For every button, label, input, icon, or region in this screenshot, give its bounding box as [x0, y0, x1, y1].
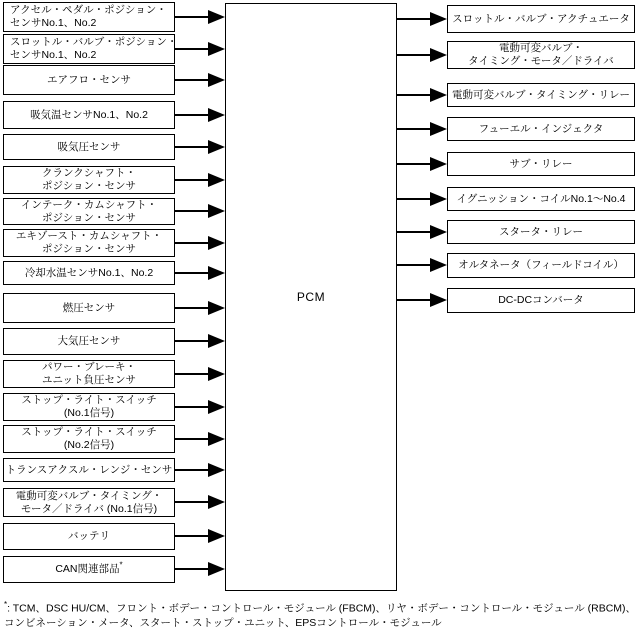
flow-arrow [175, 340, 208, 342]
input-box-label: (No.2信号) [63, 439, 115, 451]
output-box [447, 288, 635, 313]
input-box [3, 393, 175, 421]
input-box-label: エアフロ・センサ [47, 73, 131, 86]
footnote [4, 598, 636, 631]
input-box [3, 488, 175, 517]
output-box-label: イグニッション・コイルNo.1～No.4 [456, 192, 626, 205]
input-box [3, 166, 175, 194]
input-box [3, 360, 175, 388]
input-box-label: ストップ・ライト・スイッチ [21, 426, 157, 438]
flow-arrow [397, 299, 430, 301]
footnote-line: コンビネーション・メータ、スタート・ストップ・ユニット、EPSコントロール・モジュール [4, 617, 442, 629]
flow-arrow [175, 501, 208, 503]
input-box [3, 2, 175, 32]
footnote-marker: * [4, 600, 8, 609]
flow-arrow [175, 242, 208, 244]
input-box [3, 458, 175, 482]
input-box-label: スロットル・バルブ・ポジション・ [10, 36, 178, 48]
output-box-label: オルタネータ（フィールドコイル） [458, 259, 624, 271]
input-box [3, 198, 175, 225]
footnote-line [4, 598, 636, 616]
flow-arrow [175, 373, 208, 375]
output-box-label: スロットル・バルブ・アクチュエータ [452, 12, 630, 25]
flow-arrow [175, 210, 208, 212]
output-box-label: 電動可変バルブ・タイミング・リレー [451, 88, 631, 101]
input-box-label: 大気圧センサ [57, 335, 121, 347]
output-box [447, 187, 635, 211]
input-box-label: ストップ・ライト・スイッチ [21, 394, 157, 406]
flow-arrow [397, 18, 430, 20]
input-box-label: エキゾースト・カムシャフト・ [15, 230, 163, 242]
input-box-label: 吸気圧センサ [57, 140, 121, 153]
output-box [447, 253, 635, 278]
flow-arrow [175, 535, 208, 537]
flow-arrow [397, 198, 430, 200]
footnote-marker: * [119, 560, 123, 570]
input-box-label: センサNo.1、No.2 [10, 49, 97, 61]
input-box [3, 261, 175, 285]
flow-arrow [175, 16, 208, 18]
input-box-label: 電動可変バルブ・タイミング・ [15, 489, 163, 502]
output-box-label: タイミング・モータ／ドライバ [468, 55, 614, 67]
input-box-label: ユニット負圧センサ [41, 374, 137, 386]
pcm-box: PCM [225, 3, 397, 591]
input-box [3, 101, 175, 129]
flow-arrow [175, 179, 208, 181]
input-box-label: バッテリ [68, 530, 110, 542]
input-box-label: ポジション・センサ [41, 243, 137, 255]
output-box [447, 5, 635, 33]
flow-arrow [397, 163, 430, 165]
output-box-label: スタータ・リレー [499, 225, 583, 238]
flow-arrow [175, 48, 208, 50]
flow-arrow [175, 307, 208, 309]
input-box-label: ポジション・センサ [41, 180, 137, 192]
output-box [447, 83, 635, 107]
input-box [3, 65, 175, 95]
output-box [447, 117, 635, 141]
input-box-label: 燃圧センサ [62, 301, 116, 314]
input-box [3, 328, 175, 355]
flow-arrow [397, 264, 430, 266]
flow-arrow [397, 94, 430, 96]
input-box-label: (No.1信号) [63, 407, 115, 419]
input-box-label: 吸気温センサNo.1、No.2 [30, 108, 148, 121]
flow-arrow [175, 146, 208, 148]
output-box-label: サブ・リレー [509, 157, 573, 170]
input-box [3, 229, 175, 257]
output-box [447, 220, 635, 244]
input-box-label: パワー・ブレーキ・ [41, 361, 137, 373]
input-box-label: 冷却水温センサNo.1、No.2 [24, 266, 154, 279]
flow-arrow [397, 128, 430, 130]
flow-arrow [397, 54, 430, 56]
flow-arrow [175, 272, 208, 274]
flow-arrow [397, 231, 430, 233]
input-box-label: クランクシャフト・ [41, 167, 137, 179]
output-box-label: フューエル・インジェクタ [478, 122, 604, 135]
input-box-label: インテーク・カムシャフト・ [20, 198, 158, 211]
input-box [3, 293, 175, 323]
flow-arrow [175, 79, 208, 81]
flow-arrow [175, 568, 208, 570]
input-box [3, 425, 175, 453]
flow-arrow [175, 406, 208, 408]
input-box-label: アクセル・ペダル・ポジション・ [10, 4, 167, 16]
input-box-label: ポジション・センサ [41, 211, 137, 224]
flow-arrow [175, 469, 208, 471]
output-box-label: 電動可変バルブ・ [499, 42, 583, 54]
input-box-label: CAN関連部品 [55, 563, 120, 575]
flow-arrow [175, 114, 208, 116]
input-box [3, 134, 175, 160]
output-box-label: DC-DCコンバータ [498, 294, 584, 306]
flow-arrow [175, 438, 208, 440]
input-box-label: トランスアクスル・レンジ・センサ [5, 463, 173, 476]
input-box-label: モータ／ドライバ (No.1信号) [20, 502, 158, 515]
output-box [447, 41, 635, 69]
footnote-text: : TCM、DSC HU/CM、フロント・ボデー・コントロール・モジュール (FBCM)、リヤ・ボデー・コントロール・モジュール (RBCM)、 [7, 602, 637, 615]
input-box-label: センサNo.1、No.2 [10, 17, 97, 29]
input-box [3, 556, 175, 583]
input-box [3, 523, 175, 550]
output-box [447, 152, 635, 176]
input-box [3, 34, 178, 64]
